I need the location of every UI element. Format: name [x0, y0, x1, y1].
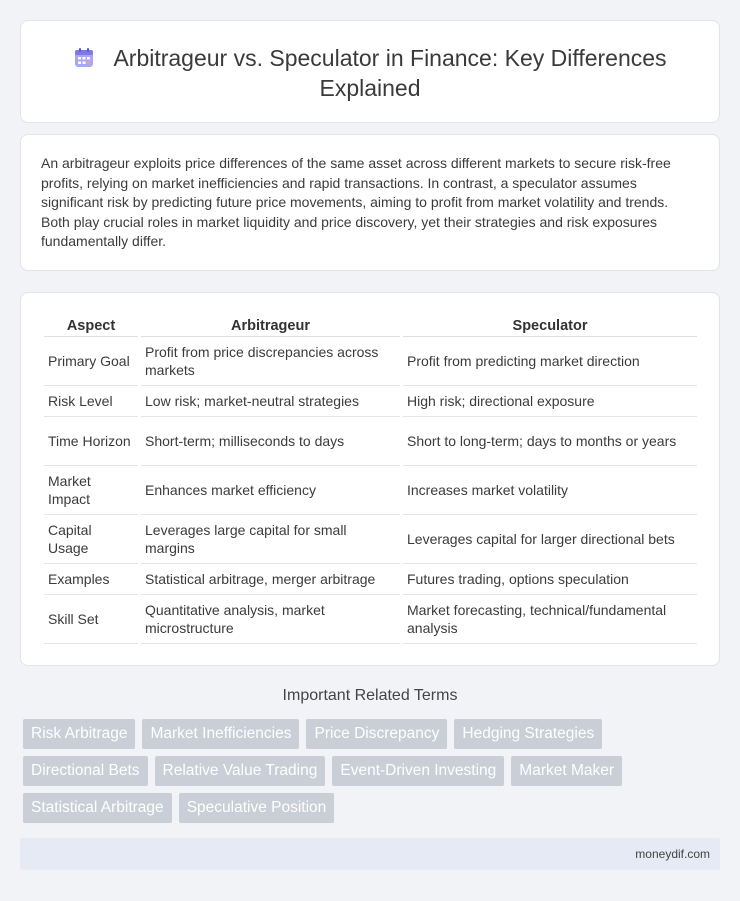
- page-title-wrap: [21, 43, 719, 103]
- footer-bar: [20, 838, 720, 870]
- intro-paragraph: An arbitrageur exploits price differences of the same asset across different markets to secure risk-free profits, relying on market inefficiencies and rapid transactions. In contrast, a speculator assumes significant risk by predicting future price movements, aiming to profit from market volatility and trends. Both play crucial roles in market liquidity and price discovery, yet their strategies and risk exposures fundamentally differ.: [41, 155, 671, 249]
- tag-hedging-strategies[interactable]: Hedging Strategies: [454, 719, 602, 749]
- row-speculator: Increases market volatility: [403, 466, 697, 515]
- related-terms-heading: Important Related Terms: [282, 687, 458, 704]
- tag-speculative-position[interactable]: Speculative Position: [179, 793, 335, 823]
- table-row: [44, 564, 697, 595]
- comparison-table: [41, 315, 700, 644]
- tag-directional-bets[interactable]: Directional Bets: [23, 756, 148, 786]
- row-aspect: Market Impact: [44, 466, 138, 515]
- table-row: [44, 595, 697, 644]
- row-speculator: Short to long-term; days to months or years: [403, 417, 697, 466]
- row-arbitrageur: Enhances market efficiency: [141, 466, 400, 515]
- tag-relative-value-trading[interactable]: Relative Value Trading: [155, 756, 326, 786]
- tag-risk-arbitrage[interactable]: Risk Arbitrage: [23, 719, 135, 749]
- footer-site-link[interactable]: moneydif.com: [635, 847, 710, 861]
- tag-statistical-arbitrage[interactable]: Statistical Arbitrage: [23, 793, 172, 823]
- tag-market-maker[interactable]: Market Maker: [511, 756, 622, 786]
- row-speculator: Futures trading, options speculation: [403, 564, 697, 595]
- row-speculator: Leverages capital for larger directional bets: [403, 515, 697, 564]
- tag-price-discrepancy[interactable]: Price Discrepancy: [306, 719, 447, 749]
- row-aspect: Risk Level: [44, 386, 138, 417]
- tag-market-inefficiencies[interactable]: Market Inefficiencies: [142, 719, 299, 749]
- calendar-icon: [73, 47, 95, 69]
- row-aspect: Primary Goal: [44, 337, 138, 386]
- tag-event-driven-investing[interactable]: Event-Driven Investing: [332, 756, 504, 786]
- table-row: [44, 417, 697, 466]
- related-terms-list: [23, 719, 723, 823]
- row-speculator: Market forecasting, technical/fundamental analysis: [403, 595, 697, 644]
- header-card: [20, 20, 720, 123]
- table-row: [44, 337, 697, 386]
- page-title: Arbitrageur vs. Speculator in Finance: Key Differences Explained: [113, 45, 667, 101]
- table-row: [44, 466, 697, 515]
- row-arbitrageur: Statistical arbitrage, merger arbitrage: [141, 564, 400, 595]
- header-aspect: Aspect: [44, 315, 138, 337]
- intro-card: [20, 134, 720, 271]
- header-speculator: Speculator: [403, 315, 697, 337]
- row-arbitrageur: Low risk; market-neutral strategies: [141, 386, 400, 417]
- row-arbitrageur: Leverages large capital for small margins: [141, 515, 400, 564]
- row-aspect: Examples: [44, 564, 138, 595]
- table-row: [44, 515, 697, 564]
- table-header-row: [44, 315, 697, 337]
- row-aspect: Capital Usage: [44, 515, 138, 564]
- row-aspect: Time Horizon: [44, 417, 138, 466]
- table-row: [44, 386, 697, 417]
- row-speculator: Profit from predicting market direction: [403, 337, 697, 386]
- header-arbitrageur: Arbitrageur: [141, 315, 400, 337]
- row-arbitrageur: Profit from price discrepancies across markets: [141, 337, 400, 386]
- row-arbitrageur: Quantitative analysis, market microstructure: [141, 595, 400, 644]
- row-speculator: High risk; directional exposure: [403, 386, 697, 417]
- row-arbitrageur: Short-term; milliseconds to days: [141, 417, 400, 466]
- comparison-card: [20, 292, 720, 666]
- row-aspect: Skill Set: [44, 595, 138, 644]
